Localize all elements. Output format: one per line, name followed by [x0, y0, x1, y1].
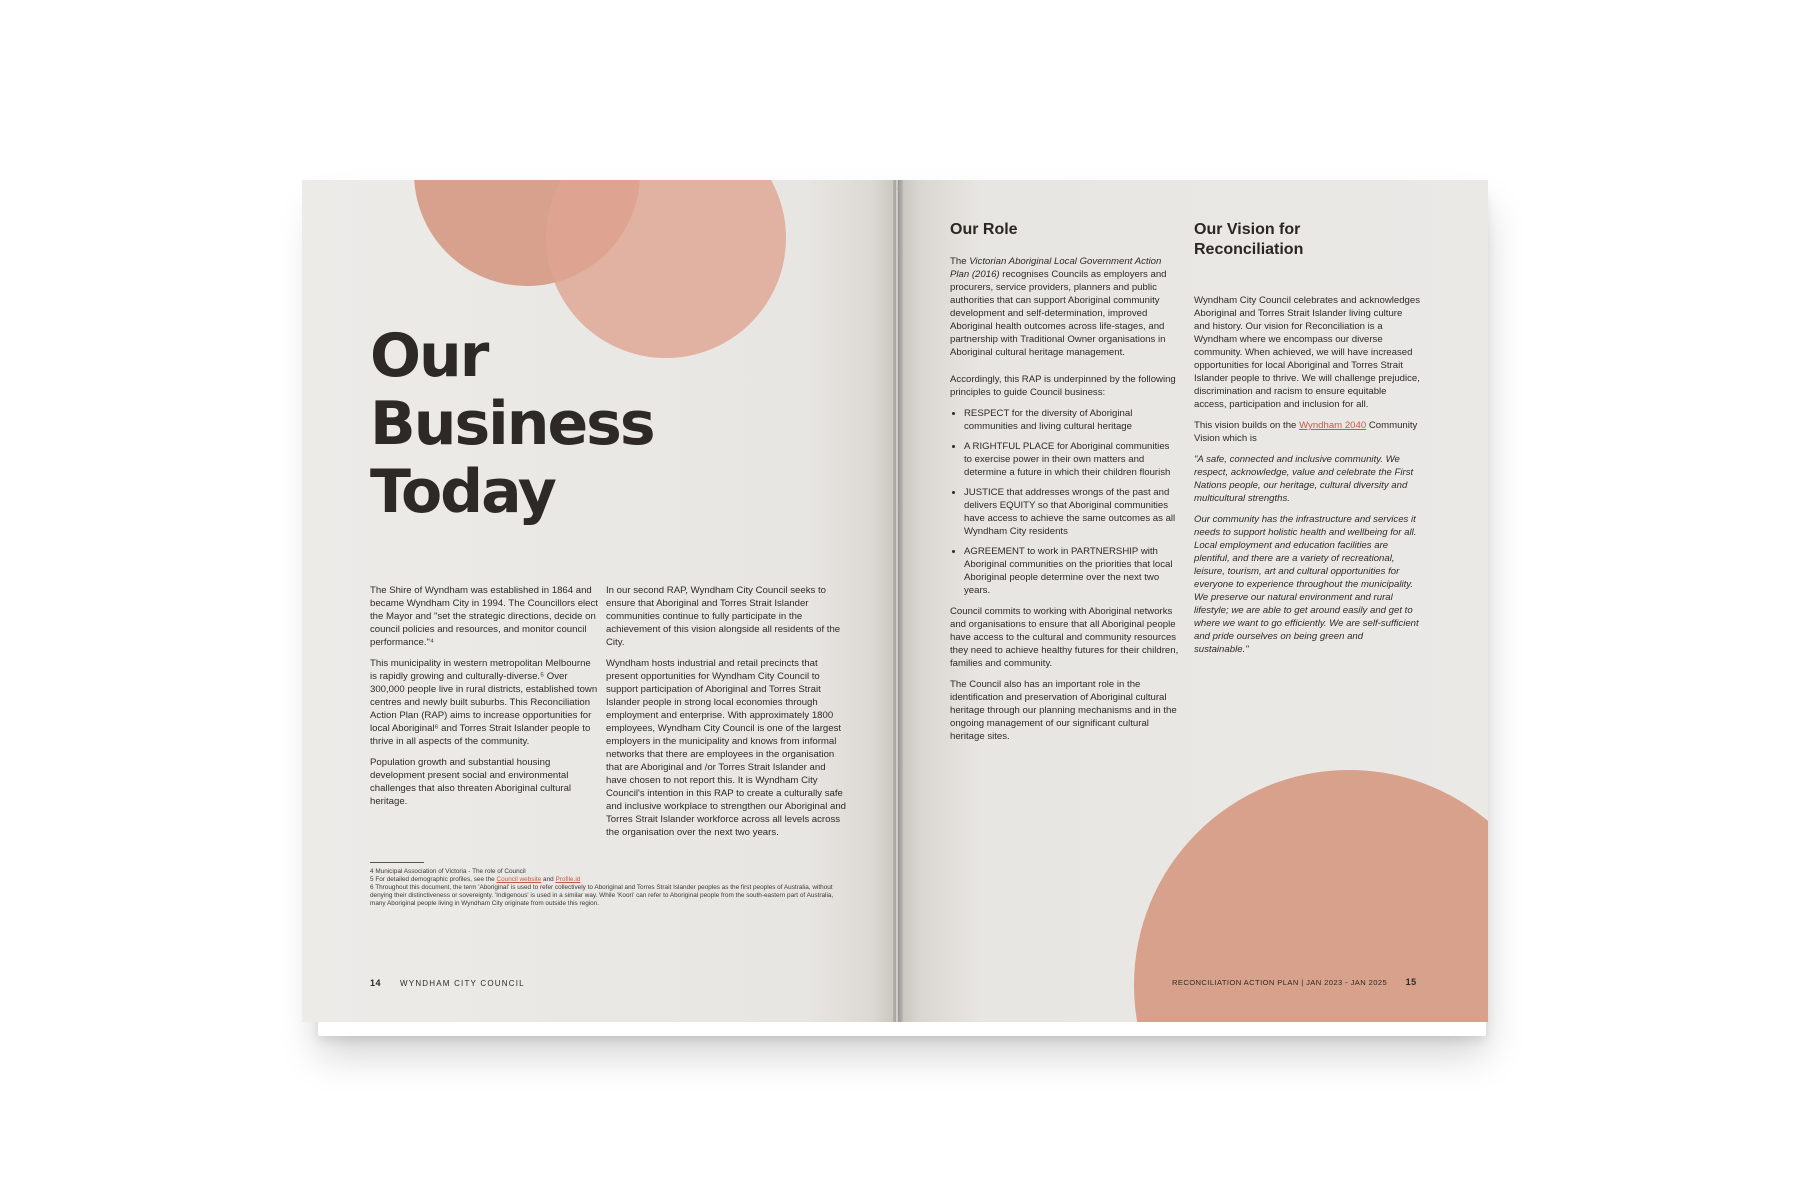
right-page: [898, 180, 1488, 1022]
footnote-6: 6 Throughout this document, the term 'Aboriginal' is used to refer collectively to Aboriginal and Torres Strait Islander peoples as the first peoples of Australia, without denying their distinctiveness or sovereignty. 'Indigenous' is used in a similar way. While 'Koori' can refer to Aboriginal people from the south-eastern part of Australia, many Aboriginal people living in Wyndham City originate from outside this region.: [370, 884, 834, 907]
paragraph: In our second RAP, Wyndham City Council seeks to ensure that Aboriginal and Torres Strait Islander communities continue to fully participate in the achievement of this vision alongside all residents of the City.: [606, 585, 841, 648]
spine-fold: [893, 180, 903, 1022]
footnote-text: 5 For detailed demographic profiles, see the: [370, 876, 497, 883]
title-line: Today: [370, 457, 555, 527]
paragraph: Accordingly, this RAP is underpinned by the following principles to guide Council business:: [950, 374, 1176, 398]
footnote-5: [370, 876, 840, 884]
paragraph: Council commits to working with Aboriginal networks and organisations to ensure that all Aboriginal people have access to the cultural and community resources they need to achieve healthy futures for their children, families and community.: [950, 606, 1179, 669]
right-column-2: [1194, 294, 1420, 664]
page-number: 15: [1405, 977, 1417, 987]
page-footer-left: [370, 978, 525, 988]
paragraph: [1194, 419, 1420, 445]
document-label: RECONCILIATION ACTION PLAN | JAN 2023 - JAN 2025: [1172, 978, 1388, 987]
paragraph: Population growth and substantial housing development present social and environmental challenges that also threaten Aboriginal cultural heritage.: [370, 757, 572, 807]
text: The: [950, 256, 970, 267]
paragraph: [950, 255, 1180, 359]
paragraph: Wyndham City Council celebrates and acknowledges Aboriginal and Torres Strait Islander living culture and history. Our vision for Reconciliation is a Wyndham where we encompass our diverse community. When achieved, we will have increased opportunities for local Aboriginal and Torres Strait Islander people to thrive. We will challenge prejudice, discrimination and racism to ensure equitable access, participation and inclusion for all.: [1194, 295, 1421, 410]
paragraph: The Council also has an important role in the identification and preservation of Aboriginal cultural heritage through our planning mechanisms and in the ongoing management of our significant cultural heritage sites.: [950, 679, 1177, 742]
list-item: • JUSTICE that addresses wrongs of the past and delivers EQUITY so that Aboriginal communities have access to achieve the same outcomes as all Wyndham City residents: [964, 486, 1180, 538]
plan-title: Victorian Aboriginal Local Government Action Plan (2016): [950, 256, 1162, 280]
council-website-link[interactable]: Council website: [496, 876, 542, 883]
list-item: • AGREEMENT to work in PARTNERSHIP with Aboriginal communities on the priorities that local Aboriginal people determine over the next two years.: [964, 545, 1180, 597]
footnote-rule: [370, 862, 424, 863]
footnotes: [370, 868, 840, 908]
text: Community Vision which is: [1194, 420, 1418, 444]
page-number: 14: [370, 978, 382, 988]
title-line: Our: [370, 321, 488, 391]
left-page: [302, 180, 896, 1022]
profile-id-link[interactable]: Profile.id: [555, 876, 581, 883]
title-line: Business: [370, 389, 654, 459]
footnote-text: and: [541, 876, 556, 883]
page-footer-right: [1172, 977, 1416, 987]
vision-quote: [1194, 453, 1420, 656]
quote-paragraph: Our community has the infrastructure and services it needs to support holistic health and wellbeing for all. Local employment and education facilities are plentiful, and there are a variety of recreational, leisure, tourism, art and cultural opportunities for everyone to experience throughout the municipality. We preserve our natural environment and rural lifestyle; we are able to get around easily and get to where we want to go efficiently. We are self-sufficient and pride ourselves on being green and sustainable.": [1194, 514, 1419, 655]
publisher-label: WYNDHAM CITY COUNCIL: [400, 979, 525, 988]
wyndham-2040-link[interactable]: Wyndham 2040: [1299, 420, 1367, 431]
text: This vision builds on the: [1194, 420, 1300, 431]
list-item: • A RIGHTFUL PLACE for Aboriginal communities to exercise power in their own matters and determine a future in which their children flourish: [964, 440, 1180, 479]
left-column-2: [606, 584, 846, 847]
left-column-1: [370, 584, 598, 816]
section-heading-our-role: Our Role: [950, 221, 1018, 238]
paragraph: The Shire of Wyndham was established in 1864 and became Wyndham City in 1994. The Councillors elect the Mayor and "set the strategic directions, decide on council policies and resources, and monitor council performance."⁴: [370, 585, 598, 648]
page-title: [370, 322, 710, 526]
text: recognises Councils as employers and procurers, service providers, planners and public authorities that can support Aboriginal community development and self-determination, improved Aboriginal health outcomes across life-stages, and partnership with Traditional Owner organisations in Aboriginal cultural heritage management.: [950, 269, 1167, 358]
footnote-4: 4 Municipal Association of Victoria - The role of Council: [370, 868, 526, 875]
right-column-1: [950, 255, 1180, 751]
paragraph: This municipality in western metropolitan Melbourne is rapidly growing and culturally-diverse.⁵ Over 300,000 people live in rural districts, established town centres and newly built suburbs. This Reconciliation Action Plan (RAP) aims to increase opportunities for local Aboriginal⁶ and Torres Strait Islander people to thrive in all aspects of the community.: [370, 658, 598, 747]
list-item: • RESPECT for the diversity of Aboriginal communities and living cultural heritage: [964, 407, 1180, 433]
quote-paragraph: "A safe, connected and inclusive community. We respect, acknowledge, value and celebrate the First Nations people, our heritage, cultural diversity and multicultural strengths.: [1194, 454, 1414, 504]
paragraph: Wyndham hosts industrial and retail precincts that present opportunities for Wyndham City Council to support participation of Aboriginal and Torres Strait Islander people in strong local economies through employment and enterprise. With approximately 1800 employees, Wyndham City Council is one of the largest employers in the municipality and knows from informal networks that there are employees in the organisation that are Aboriginal and /or Torres Strait Islander and have chosen to not report this. It is Wyndham City Council's intention in this RAP to create a culturally safe and inclusive workplace to strengthen our Aboriginal and Torres Strait Islander workforce across all levels across the organisation over the next two years.: [606, 658, 846, 838]
principles-list: [950, 407, 1180, 597]
section-heading-vision: Our Vision for Reconciliation: [1194, 221, 1304, 258]
